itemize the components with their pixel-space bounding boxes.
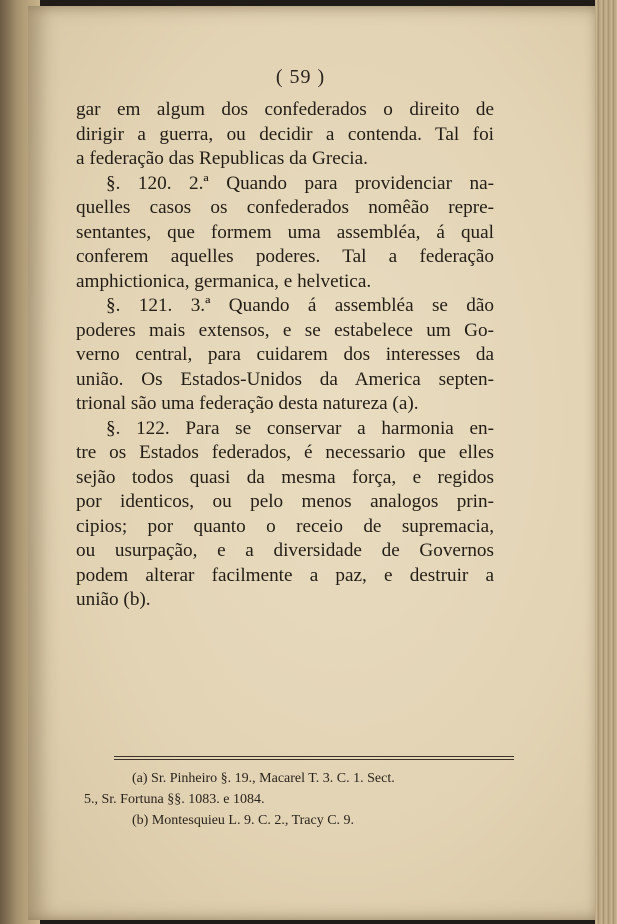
text-line: união. Os Estados-Unidos da America septen- [76,368,494,390]
section-120-line: §. 120. 2.ª Quando para providenciar na- [106,172,494,194]
text-line: verno central, para cuidarem dos interesses da [76,344,494,365]
text-line: quelles casos os confederados nomêão repre- [76,197,494,218]
text-line: podem alterar facilmente a paz, e destruir a [76,564,494,586]
text-line: trional são uma federação desta natureza (a). [76,393,419,414]
text-line: conferem aquelles poderes. Tal a federação [76,246,494,267]
section-121-line: §. 121. 3.ª Quando á assembléa se dão [106,295,494,316]
section-122-line: §. 122. Para se conservar a harmonia en- [106,417,494,439]
text-line: a federação das Republicas da Grecia. [76,148,368,169]
text-line: poderes mais extensos, e se estabelece um Go- [76,319,494,341]
text-line: união (b). [76,589,151,610]
body-text [76,98,494,613]
text-line: amphictionica, germanica, e helvetica. [76,270,372,292]
text-line: tre os Estados federados, é necessario que elles [76,442,494,463]
page-fore-edge [595,0,617,924]
text-line: ou usurpação, e a diversidade de Governos [76,540,494,561]
footnote-b-line-1: (b) Montesquieu L. 9. C. 2., Tracy C. 9. [132,813,355,828]
footnote-a-line-2: 5., Sr. Fortuna §§. 1083. e 1084. [84,792,265,807]
text-line: cipios; por quanto o receio de supremacia, [76,515,494,537]
footnote-rule [114,756,514,760]
text-line: por identicos, ou pelo menos analogos prin- [76,491,494,512]
text-line: gar em algum dos confederados o direito de [76,99,494,120]
text-line: sejão todos quasi da mesma força, e regidos [76,466,494,488]
book-page [28,6,600,920]
footnote-a-line-1: (a) Sr. Pinheiro §. 19., Macarel T. 3. C. 1. Sect. [132,771,395,786]
text-line: sentantes, que formem uma assembléa, á qual [76,221,494,243]
footnotes [84,768,514,831]
text-line: dirigir a guerra, ou decidir a contenda. Tal foi [76,123,494,145]
page-number-header: ( 59 ) [275,66,326,88]
